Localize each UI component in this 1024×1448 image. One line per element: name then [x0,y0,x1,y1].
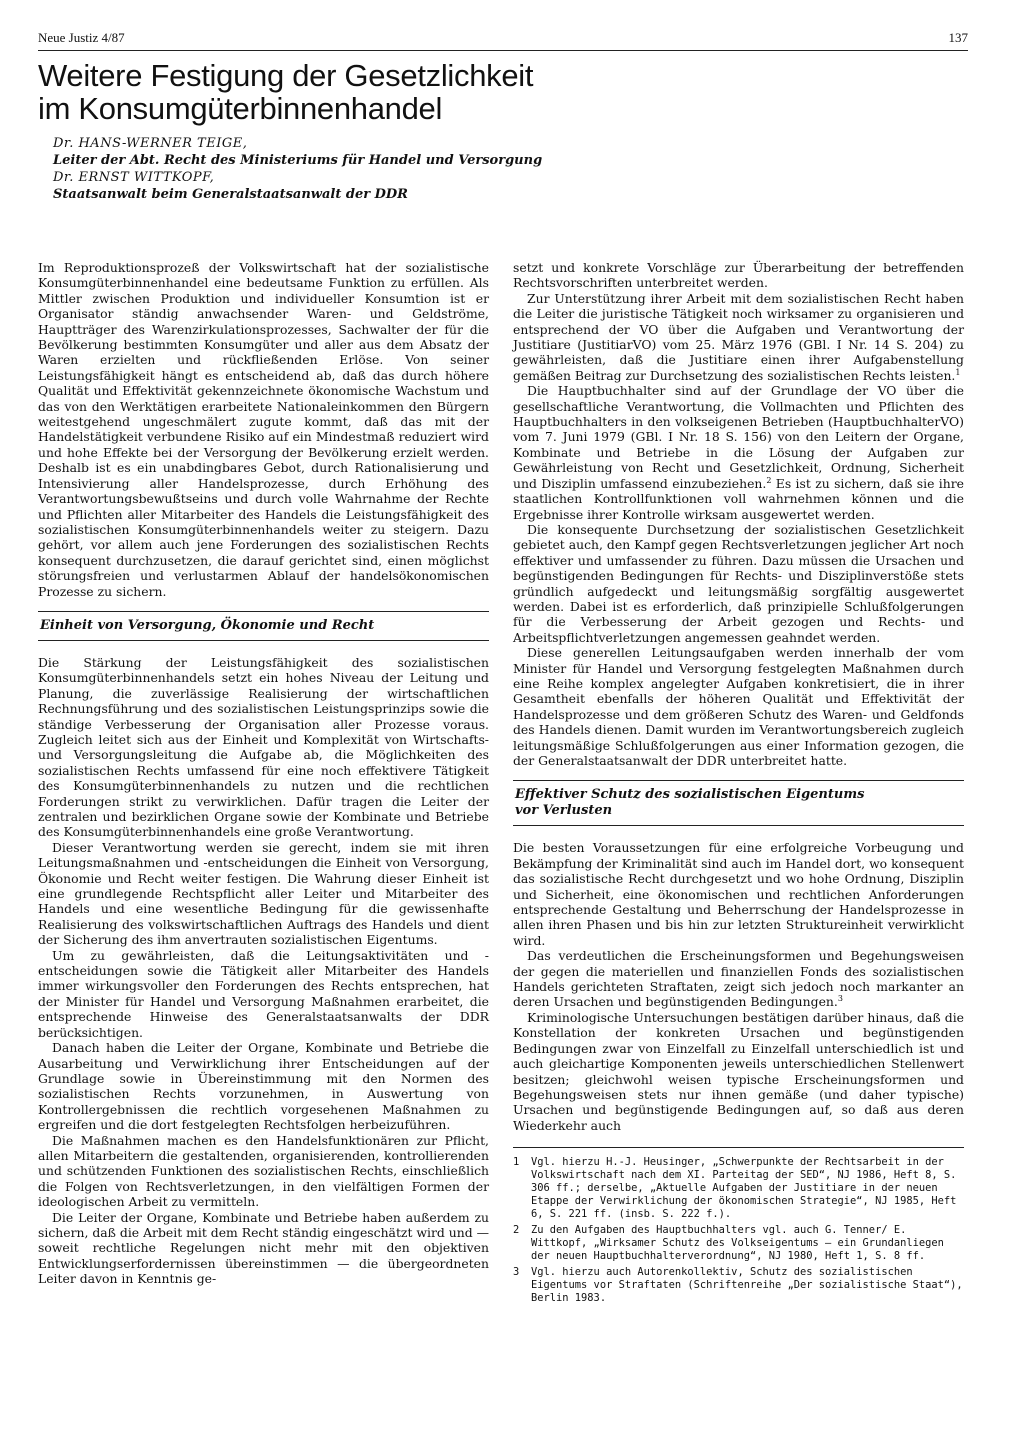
footnote-ref-1: 1 [955,367,961,377]
page-number: 137 [948,30,968,45]
footnote-text: Zu den Aufgaben des Hauptbuchhalters vgl. auch G. Tenner/ E. Wittkopf, „Wirksamer Schutz des Volkseigentums — ein Grundanliegen der neuen Hauptbuchhalterverordnung“, NJ 1980, Heft 1, S. 8 ff. [531,1224,944,1263]
paragraph: Die Stärkung der Leistungsfähigkeit des sozialistischen Konsumgüterbinnenhandels setzt ein hohes Niveau der Leitung und Planung, die zuverlässige Realisierung der wirtschaftlichen Rechnungsführung und des sozialistischen Leistungsprinzips sowie die ständige Verbesserung der Organisation aller Prozesse voraus. Zugleich leitet sich aus der Einheit und Komplexität von Wirtschafts- und Versorgungsleitung die Aufgabe ab, die Möglichkeiten des sozialistischen Rechts umfassend für eine noch effektivere Tätigkeit des Konsumgüterbinnenhandels zu nutzen und die rechtlichen Forderungen strikt zu verwirklichen. Dafür tragen die Leiter der zentralen und bezirklichen Organe sowie der Kombinate und Betriebe des Konsumgüterbinnenhandels eine große Verantwortung. [38,654,489,840]
paragraph: Die Maßnahmen machen es den Handelsfunktionären zur Pflicht, allen Mitarbeitern die gestaltenden, organisierenden, kontrollierenden und schützenden Funktionen des sozialistischen Rechts, einschließlich die Folgen von Rechtsverletzungen, in den vielfältigen Formen der ideologischen Arbeit zu vermitteln. [38,1132,489,1210]
title-line-2: im Konsumgüterbinnenhandel [38,91,443,126]
journal-issue: Neue Justiz 4/87 [38,30,125,45]
author-1-name: Dr. HANS-WERNER TEIGE, [53,136,248,151]
paragraph: Um zu gewährleisten, daß die Leitungsaktivitäten und -entscheidungen sowie die Tätigkeit aller Mitarbeiter des Handels immer wirkungsvoller den Forderungen des Rechts entsprechen, hat der Minister für Handel und Versorgung Maßnahmen erarbeitet, die entsprechende Hinweise des Generalstaatsanwalts der DDR berücksichtigen. [38,947,489,1040]
author-1-role: Leiter der Abt. Recht des Ministeriums für Handel und Versorgung [53,153,543,168]
footnote-number: 1 [513,1156,520,1169]
paragraph: Dieser Verantwortung werden sie gerecht, indem sie mit ihren Leitungsmaßnahmen und -entscheidungen die Einheit von Versorgung, Ökonomie und Recht weiter festigen. Die Wahrung dieser Einheit ist eine grundlegende Rechtspflicht aller Leiter und Mitarbeiter des Handels und eine wesentliche Bedingung für die gewissenhafte Realisierung des volkswirtschaftlichen Auftrags des Handels und dient der Sicherung des ihm anvertrauten sozialistischen Eigentums. [38,839,489,948]
section-heading-eigentum [513,780,964,826]
paragraph: Die Leiter der Organe, Kombinate und Betriebe haben außerdem zu sichern, daß die Arbeit mit dem Recht ständig eingeschätzt wird und — soweit rechtliche Regelungen nicht mehr mit den objektiven Entwicklungserfordernissen übereinstimmen — die übergeordneten Leiter davon in Kenntnis ge- [38,1209,489,1287]
title-line-1: Weitere Festigung der Gesetzlichkeit [38,58,534,93]
paragraph-text: Es ist zu sichern, daß sie ihre staatlichen Kontrollfunktionen voll wahrnehmen können und die Ergebnisse ihrer Kontrolle wirksam ausgewertet werden. [513,475,965,522]
author-2-role: Staatsanwalt beim Generalstaatsanwalt der DDR [53,187,408,202]
right-column [513,260,964,1308]
section-heading-einheit: Einheit von Versorgung, Ökonomie und Recht [38,611,489,641]
footnote [513,1266,964,1305]
article-body [38,260,968,1308]
paragraph: Die besten Voraussetzungen für eine erfolgreiche Vorbeugung und Bekämpfung der Kriminalität sind auch im Handel dort, wo konsequent das sozialistische Recht durchgesetzt und wo hohe Ordnung, Disziplin und Sicherheit, eine ökonomischen und rechtlichen Anforderungen entsprechende Gestaltung und Beherrschung der Handelsprozesse in allen ihren Phasen und bis hin zur letzten Struktureinheit verwirklicht wird. [513,840,964,948]
footnote [513,1224,964,1263]
paragraph [513,948,964,1010]
footnote-number: 3 [513,1266,520,1279]
paragraph-text: Das verdeutlichen die Erscheinungsformen und Begehungsweisen der gegen die materiellen und finanziellen Fonds des sozialistischen Handels gerichteten Straftaten, zeigt sich jedoch noch markanter an deren Ursachen und begünstigenden Bedingungen. [513,948,964,1010]
footnote [513,1156,964,1221]
footnote-number: 2 [513,1224,520,1237]
section-heading-line: Effektiver Schutz des sozialistischen Eigentums [515,787,865,803]
running-head [38,30,968,51]
footnote-text: Vgl. hierzu H.-J. Heusinger, „Schwerpunkte der Rechtsarbeit in der Volkswirtschaft nach dem XI. Parteitag der SED“, NJ 1986, Heft 8, S. 306 ff.; derselbe, „Aktuelle Aufgaben der Justitiare in der neuen Etappe der Verwirklichung der ökonomischen Strategie“, NJ 1985, Heft 6, S. 221 ff. (insb. S. 222 f.). [531,1156,957,1221]
paragraph: Diese generellen Leitungsaufgaben werden innerhalb der vom Minister für Handel und Versorgung festgelegten Maßnahmen durch eine Reihe komplex angelegter Aufgaben konkretisiert, die in ihrer Gesamtheit ebenfalls der höheren Qualität und Effektivität der Handelsprozesse und dem größeren Schutz des Waren- und Geldfonds des Handels dienen. Damit wurden im Verantwortungsbereich zugleich leitungsmäßige Schlußfolgerungen aus einer Information gezogen, die der Generalstaatsanwalt der DDR unterbreitet hatte. [513,645,964,768]
article-page [38,30,968,1305]
paragraph: Danach haben die Leiter der Organe, Kombinate und Betriebe die Ausarbeitung und Verwirklichung ihrer Entscheidungen auf der Grundlage sowie in Übereinstimmung mit den Normen des sozialistischen Rechts vorzunehmen, in Auswertung von Kontrollergebnissen die rechtlich vorgesehenen Maßnahmen zu ergreifen und die dort festgelegten Rechtsfolgen herbeizuführen. [38,1040,489,1133]
left-column [38,260,489,1308]
article-title [38,59,968,125]
footnote-ref-3: 3 [837,994,843,1004]
author-2-name: Dr. ERNST WITTKOPF, [53,170,215,185]
author-1 [53,135,968,169]
intro-paragraph: Im Reproduktionsprozeß der Volkswirtschaft hat der sozialistische Konsumgüterbinnenhandel eine bedeutsame Funktion zu erfüllen. Als Mittler zwischen Produktion und individueller Konsumtion ist er Organisator ständig anwachsender Waren- und Geldströme, Hauptträger des Warenzirkulationsprozesses, Sachwalter der für die Bevölkerung bestimmten Konsumgüter und aller aus dem Absatz der Waren erzielten und rückfließenden Erlöse. Von seiner Leistungsfähigkeit hängt es entscheidend ab, daß das durch höhere Qualität und Effektivität gekennzeichnete ökonomische Wachstum und das von den Werktätigen erarbeitete Nationaleinkommen den Bürgern weitestgehend ungeschmälert zugute kommt, daß das mit der Handelstätigkeit verbundene Risiko auf ein Mindestmaß reduziert wird und hohe Effekte bei der Versorgung der Bevölkerung erzielt werden. Deshalb ist es ein unabdingbares Gebot, durch Rationalisierung und Intensivierung aller Handelsprozesse, durch Erhöhung des Verantwortungsbewußtseins und durch volle Wahrnahme der Rechte und Pflichten aller Mitarbeiter des Handels die Leistungsfähigkeit des sozialistischen Konsumgüterbinnenhandels weiter zu steigern. Dazu gehört, vor allem auch jene Forderungen des sozialistischen Rechts konsequent durchzusetzen, die darauf gerichtet sind, einen möglichst störungsfreien und verlustarmen Ablauf der handelsökonomischen Prozesse zu sichern. [38,260,489,599]
paragraph: Die konsequente Durchsetzung der sozialistischen Gesetzlichkeit gebietet auch, den Kampf gegen Rechtsverletzungen jeglicher Art noch effektiver und umfassender zu führen. Dazu müssen die Ursachen und begünstigenden Bedingungen für Rechts- und Disziplinverstöße stets gründlich aufgedeckt und leitungsmäßig sorgfältig ausgewertet werden. Dabei ist es erforderlich, daß prinzipielle Schlußfolgerungen für die Verbesserung der Arbeit gezogen und Rechts- und Arbeitspflichtverletzungen angemessen geahndet werden. [513,521,964,645]
paragraph [513,291,964,383]
footnote-ref-2: 2 [766,475,772,485]
footnote-text: Vgl. hierzu auch Autorenkollektiv, Schutz des sozialistischen Eigentums vor Straftaten (Schriftenreihe „Der sozialistische Staat“), Berlin 1983. [531,1266,963,1305]
section-heading-line: vor Verlusten [515,803,613,819]
paragraph: setzt und konkrete Vorschläge zur Überarbeitung der betreffenden Rechtsvorschriften unterbreitet werden. [513,260,964,291]
author-2 [53,169,968,203]
footnotes [513,1147,964,1305]
paragraph [513,383,964,522]
paragraph: Kriminologische Untersuchungen bestätigen darüber hinaus, daß die Konstellation der konkreten Ursachen und begünstigenden Bedingungen zwar von Einzelfall zu Einzelfall unterschiedlich ist und auch gleichartige Komponenten jeweils unterschiedlichen Stellenwert besitzen; gleichwohl weisen typische Erscheinungsformen und Begehungsweisen stets nur ihnen gemäße (und daher typische) Ursachen und begünstigende Bedingungen auf, so daß aus deren Wiederkehr auch [513,1009,964,1133]
paragraph-text: Die Hauptbuchhalter sind auf der Grundlage der VO über die gesellschaftliche Verantwortung, die Vollmachten und Pflichten des Hauptbuchhalters in den volkseigenen Betrieben (HauptbuchhalterVO) vom 7. Juni 1979 (GBl. I Nr. 18 S. 156) von den Leitern der Organe, Kombinate und Betriebe in die Lösung der Aufgaben zur Gewährleistung von Recht und Gesetzlichkeit, Ordnung, Sicherheit und Disziplin umfassend einzubeziehen. [513,383,964,491]
paragraph-text: Zur Unterstützung ihrer Arbeit mit dem sozialistischen Recht haben die Leiter die juristische Tätigkeit noch wirksamer zu organisieren und entsprechend der VO über die Aufgaben und Verantwortung der Justitiare (JustitiarVO) vom 25. März 1976 (GBl. I Nr. 14 S. 204) zu gewährleisten, daß die Justitiare einen ihrer Aufgabenstellung gemäßen Beitrag zur Durchsetzung des sozialistischen Rechts leisten. [513,290,964,383]
